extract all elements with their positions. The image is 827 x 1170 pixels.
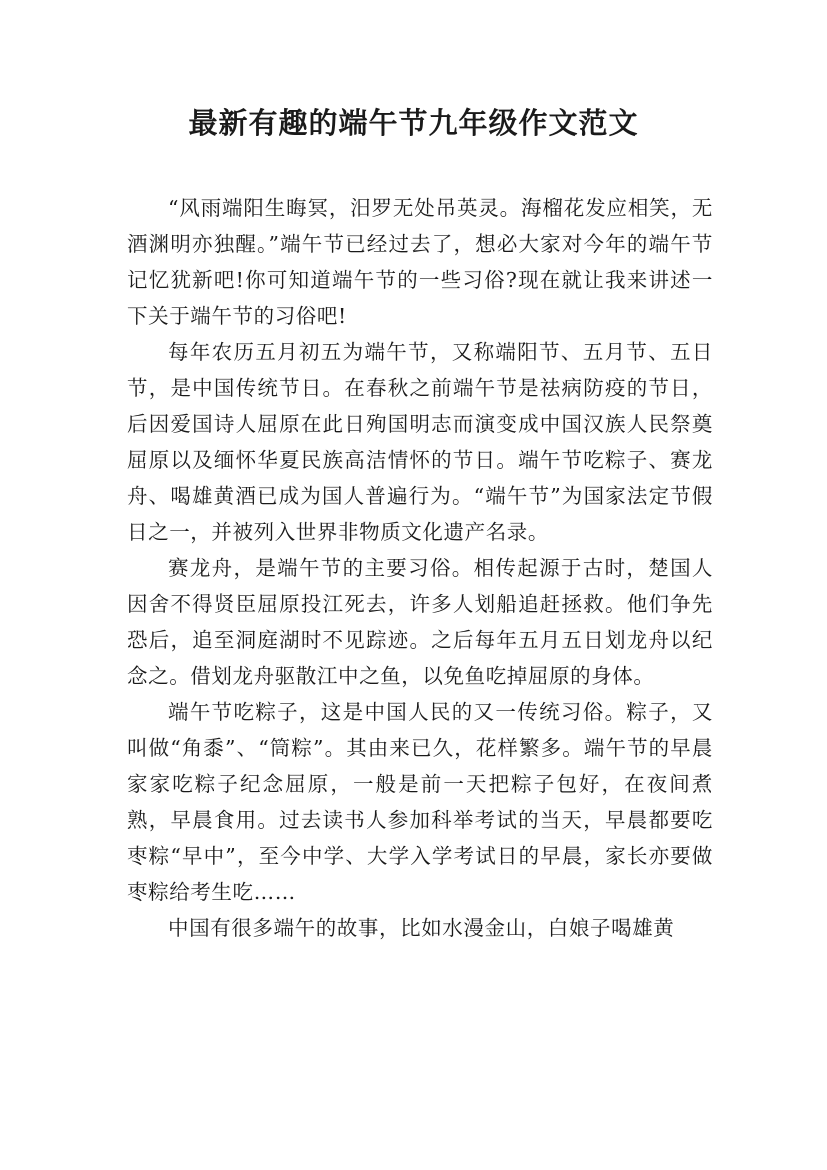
paragraph-5: 中国有很多端午的故事，比如水漫金山，白娘子喝雄黄 [168, 916, 675, 940]
paragraph-2: 每年农历五月初五为端午节，又称端阳节、五月节、五日节，是中国传统节日。在春秋之前端午节是祛病防疫的节日，后因爱国诗人屈原在此日殉国明志而演变成中国汉族人民祭奠屈原以及缅怀华夏民族高洁情怀的节日。端午节吃粽子、赛龙舟、喝雄黄酒已成为国人普遍行为。“端午节”为国家法定节假日之一，并被列入世界非物质文化遗产名录。 [127, 340, 713, 544]
paragraph-1: “风雨端阳生晦冥，汨罗无处吊英灵。海榴花发应相笑，无酒渊明亦独醒。”端午节已经过去了，想必大家对今年的端午节记忆犹新吧!你可知道端午节的一些习俗?现在就让我来讲述一下关于端午节的习俗吧! [127, 196, 713, 328]
document-title: 最新有趣的端午节九年级作文范文 [188, 106, 639, 140]
paragraph-3: 赛龙舟，是端午节的主要习俗。相传起源于古时，楚国人因舍不得贤臣屈原投江死去，许多人划船追赶拯救。他们争先恐后，追至洞庭湖时不见踪迹。之后每年五月五日划龙舟以纪念之。借划龙舟驱散江中之鱼，以免鱼吃掉屈原的身体。 [127, 556, 713, 688]
document-body [127, 190, 713, 946]
paragraph-4: 端午节吃粽子，这是中国人民的又一传统习俗。粽子，又叫做“角黍”、“筒粽”。其由来已久，花样繁多。端午节的早晨家家吃粽子纪念屈原，一般是前一天把粽子包好，在夜间煮熟，早晨食用。过去读书人参加科举考试的当天，早晨都要吃枣粽“早中”，至今中学、大学入学考试日的早晨，家长亦要做枣粽给考生吃…… [127, 700, 713, 904]
